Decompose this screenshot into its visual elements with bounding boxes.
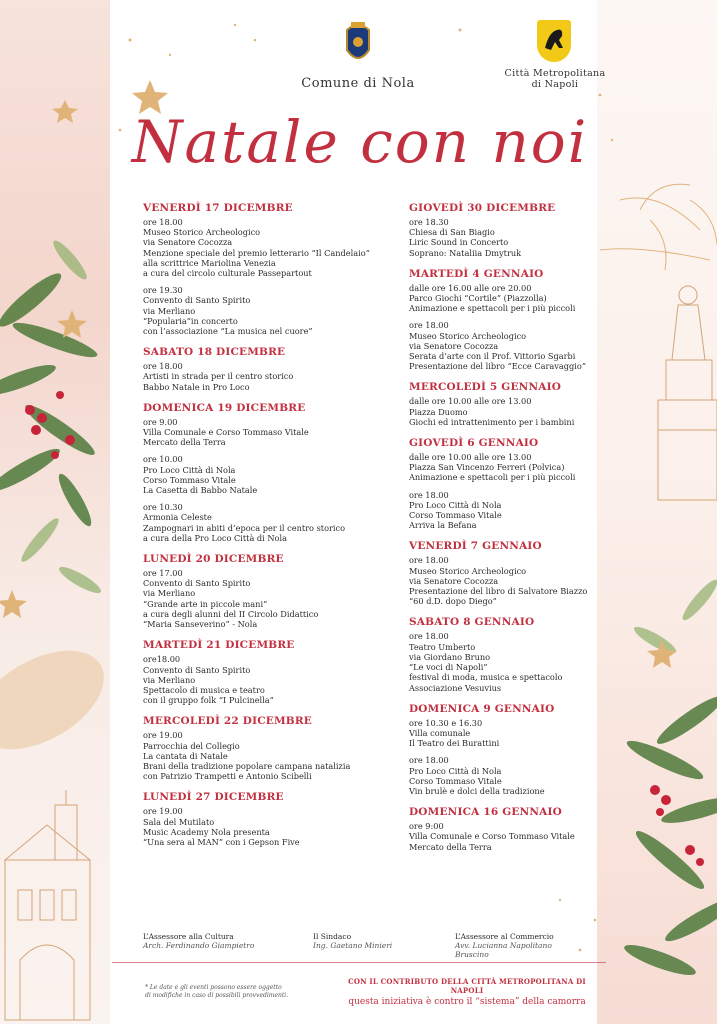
event-detail: Serata d’arte con il Prof. Vittorio Sgarbi (409, 351, 576, 362)
event-time: ore 10.00 (143, 454, 183, 465)
event-item (143, 417, 378, 448)
signature-name: Avv. Lucianna Napolitano Bruscino (455, 941, 552, 959)
day-block (409, 540, 644, 606)
contribution-notice (342, 977, 592, 1007)
event-detail: Corso Tommaso Vitale (409, 775, 502, 786)
event-detail: Piazza San Vincenzo Ferreri (Polvica) (409, 462, 565, 473)
event-detail: Liric Sound in Concerto (409, 237, 509, 248)
day-title: MERCOLEDÌ 22 DICEMBRE (143, 715, 312, 728)
event-time: ore 10.30 e 16.30 (409, 717, 483, 728)
event-detail: Museo Storico Archeologico (409, 565, 527, 576)
event-detail: Teatro Umberto (409, 641, 476, 652)
event-time: dalle ore 10.00 alle ore 13.00 (409, 452, 532, 463)
event-detail: “Le voci di Napoli” (409, 662, 488, 673)
event-detail: via Merliano (143, 674, 196, 685)
event-detail: “Una sera al MAN” con i Gepson Five (143, 836, 300, 847)
event-time: ore 19.30 (143, 285, 183, 296)
day-title: GIOVEDÌ 30 DICEMBRE (409, 202, 556, 214)
event-detail: via Senatore Cocozza (143, 237, 233, 248)
day-title: VENERDÌ 17 DICEMBRE (143, 202, 293, 214)
signature-role: L’Assessore al Commercio (455, 932, 554, 941)
comune-di-nola-crest-icon (341, 20, 375, 68)
event-detail: Corso Tommaso Vitale (409, 510, 502, 521)
event-detail: Convento di Santo Spirito (143, 295, 251, 306)
event-time: ore 18.00 (409, 631, 449, 642)
event-item (143, 361, 378, 392)
event-item (143, 568, 378, 629)
day-title: GIOVEDÌ 6 GENNAIO (409, 437, 539, 450)
day-block (143, 346, 378, 392)
event-detail: Pro Loco Città di Nola (409, 765, 502, 776)
event-detail: Piazza Duomo (409, 406, 468, 417)
event-time: ore 9.00 (143, 416, 178, 427)
signatures (143, 932, 583, 959)
signature-sindaco (313, 932, 392, 950)
event-time: ore 18.00 (409, 555, 449, 566)
day-title: LUNEDÌ 27 DICEMBRE (143, 791, 284, 804)
event-item (143, 730, 378, 781)
day-title: MARTEDÌ 21 DICEMBRE (143, 639, 295, 652)
day-title: DOMENICA 19 DICEMBRE (143, 401, 306, 414)
left-event-column (143, 202, 378, 857)
event-item (143, 654, 378, 705)
event-detail: Animazione e spettacoli per i più piccoli (409, 472, 576, 483)
event-item (409, 631, 644, 692)
citta-metropolitana-logo-icon (537, 20, 571, 62)
event-detail: Convento di Santo Spirito (143, 578, 251, 589)
event-detail: Museo Storico Archeologico (409, 330, 527, 341)
signature-role: Il Sindaco (313, 932, 352, 941)
day-block (409, 202, 644, 258)
event-detail: “Grande arte in piccole mani” (143, 598, 268, 609)
event-time: ore 18.00 (143, 217, 183, 227)
event-item (409, 555, 644, 606)
event-detail: Pro Loco Città di Nola (143, 464, 236, 475)
event-detail: Museo Storico Archeologico (143, 227, 261, 238)
signature-role: L’Assessore alla Cultura (143, 932, 234, 941)
event-time: ore 10.30 (143, 502, 183, 513)
event-detail: Vin brulè e dolci della tradizione (409, 785, 545, 796)
event-time: ore 18.00 (409, 489, 449, 500)
event-time: dalle ore 16.00 alle ore 20.00 (409, 282, 532, 293)
day-title: DOMENICA 9 GENNAIO (409, 702, 555, 715)
event-detail: Presentazione del libro di Salvatore Biazzo (409, 586, 588, 597)
event-detail: a cura degli alunni del II Circolo Didattico (143, 608, 319, 619)
event-detail: con il gruppo folk “I Pulcinella” (143, 695, 274, 706)
day-title: SABATO 8 GENNAIO (409, 616, 535, 629)
event-detail: Parrocchia del Collegio (143, 740, 240, 751)
event-detail: Mercato della Terra (143, 437, 226, 448)
event-detail: Parco Giochi “Cortile” (Piazzolla) (409, 293, 547, 304)
event-detail: alla scrittrice Mariolina Venezia (143, 257, 276, 268)
day-title: MARTEDÌ 4 GENNAIO (409, 267, 544, 280)
signature-commercio (455, 932, 583, 959)
event-item (409, 718, 644, 749)
event-detail: via Senatore Cocozza (409, 575, 499, 586)
event-item (409, 283, 644, 314)
day-title: MERCOLEDÌ 5 GENNAIO (409, 381, 562, 394)
event-item (409, 821, 644, 852)
day-block (409, 703, 644, 796)
right-event-column (409, 202, 644, 862)
day-title: SABATO 18 DICEMBRE (143, 346, 286, 359)
signature-cultura (143, 932, 254, 950)
signature-name: Ing. Gaetano Minieri (313, 941, 393, 950)
day-block (409, 806, 644, 852)
citta-metropolitana-label (500, 68, 610, 90)
event-time: ore 19.00 (143, 806, 183, 817)
event-time: dalle ore 10.00 alle ore 13.00 (409, 396, 532, 407)
day-block (409, 268, 644, 372)
event-detail: Convento di Santo Spirito (143, 664, 251, 675)
day-block (143, 791, 378, 847)
event-time: ore 9:00 (409, 821, 444, 832)
event-detail: Chiesa di San Biagio (409, 227, 495, 238)
event-detail: Villa comunale (409, 727, 471, 738)
event-detail: Zampognari in abiti d’epoca per il centro storico (143, 522, 346, 533)
event-detail: Mercato della Terra (409, 841, 492, 852)
note-line-1: * Le date e gli eventi possono essere oggetto (145, 984, 282, 991)
event-detail: con l’associazione “La musica nel cuore” (143, 326, 313, 337)
event-detail: “Maria Sanseverino” - Nola (143, 619, 258, 630)
disclaimer-note (145, 984, 295, 999)
event-item (409, 320, 644, 371)
event-item (143, 285, 378, 336)
event-detail: Corso Tommaso Vitale (143, 474, 236, 485)
metro-line-2: di Napoli (531, 79, 579, 90)
event-detail: Associazione Vesuvius (409, 682, 502, 693)
day-block (409, 616, 644, 692)
event-item (143, 454, 378, 495)
event-detail: a cura del circolo culturale Passepartout (143, 268, 312, 279)
event-time: ore 18.00 (409, 755, 449, 766)
event-detail: Presentazione del libro “Ecce Caravaggio” (409, 361, 587, 372)
event-item (143, 217, 378, 278)
event-detail: Soprano: Nataliia Dmytruk (409, 247, 522, 258)
note-line-2: di modifiche in caso di possibili provvedimenti. (145, 991, 289, 999)
event-detail: Music Academy Nola presenta (143, 826, 270, 837)
event-time: ore 17.00 (143, 568, 183, 579)
comune-di-nola-label: Comune di Nola (301, 76, 415, 91)
contribution-line-1: CON IL CONTRIBUTO DELLA CITTÀ METROPOLITANA DI NAPOLI (348, 977, 586, 995)
event-detail: La Casetta di Babbo Natale (143, 485, 258, 496)
event-detail: Animazione e spettacoli per i più piccoli (409, 303, 576, 314)
day-title: DOMENICA 16 GENNAIO (409, 806, 562, 819)
event-detail: Il Teatro dei Burattini (409, 738, 500, 749)
event-detail: via Merliano (143, 305, 196, 316)
event-item (409, 452, 644, 483)
event-detail: con Patrizio Trampetti e Antonio Scibelli (143, 771, 312, 782)
event-detail: Pro Loco Città di Nola (409, 499, 502, 510)
event-detail: Sala del Mutilato (143, 816, 215, 827)
event-detail: Armonia Celeste (143, 512, 212, 523)
event-time: ore 19.00 (143, 730, 183, 741)
event-time: ore18.00 (143, 654, 181, 665)
event-detail: via Merliano (143, 588, 196, 599)
day-block (143, 202, 378, 336)
event-item (143, 806, 378, 847)
day-title: LUNEDÌ 20 DICEMBRE (143, 553, 284, 566)
event-detail: “60 d.D. dopo Diego” (409, 596, 497, 607)
event-detail: festival di moda, musica e spettacolo (409, 672, 563, 683)
event-item (143, 502, 378, 543)
event-time: ore 18.00 (409, 320, 449, 331)
day-block (143, 639, 378, 705)
event-detail: Villa Comunale e Corso Tommaso Vitale (143, 427, 309, 438)
event-time: ore 18.30 (409, 217, 449, 227)
day-block (143, 402, 378, 543)
event-item (409, 490, 644, 531)
event-detail: Arriva la Befana (409, 520, 477, 531)
event-time: ore 18.00 (143, 361, 183, 372)
event-detail: a cura della Pro Loco Città di Nola (143, 532, 287, 543)
event-detail: via Senatore Cocozza (409, 340, 499, 351)
event-detail: Spettacolo di musica e teatro (143, 684, 265, 695)
day-block (143, 715, 378, 781)
metro-line-1: Città Metropolitana (504, 68, 606, 79)
event-detail: Artisti in strada per il centro storico (143, 371, 294, 382)
event-detail: Giochi ed intrattenimento per i bambini (409, 416, 575, 427)
event-detail: via Giordano Bruno (409, 651, 491, 662)
event-item (409, 755, 644, 796)
day-block (409, 381, 644, 427)
event-item (409, 396, 644, 427)
event-detail: Babbo Natale in Pro Loco (143, 381, 250, 392)
day-title: VENERDÌ 7 GENNAIO (409, 540, 542, 553)
event-detail: Brani della tradizione popolare campana natalizia (143, 760, 351, 771)
signature-name: Arch. Ferdinando Giampietro (143, 941, 255, 950)
poster-title: Natale con noi (131, 108, 589, 176)
day-block (409, 437, 644, 530)
footer-divider (112, 962, 606, 963)
contribution-line-2: questa iniziativa è contro il “sistema” della camorra (348, 997, 586, 1007)
event-detail: Villa Comunale e Corso Tommaso Vitale (409, 831, 575, 842)
day-block (143, 553, 378, 629)
event-detail: La cantata di Natale (143, 750, 228, 761)
event-detail: “Popularia”in concerto (143, 315, 238, 326)
event-item (409, 217, 644, 258)
event-detail: Menzione speciale del premio letterario “Il Candelaio” (143, 247, 370, 258)
